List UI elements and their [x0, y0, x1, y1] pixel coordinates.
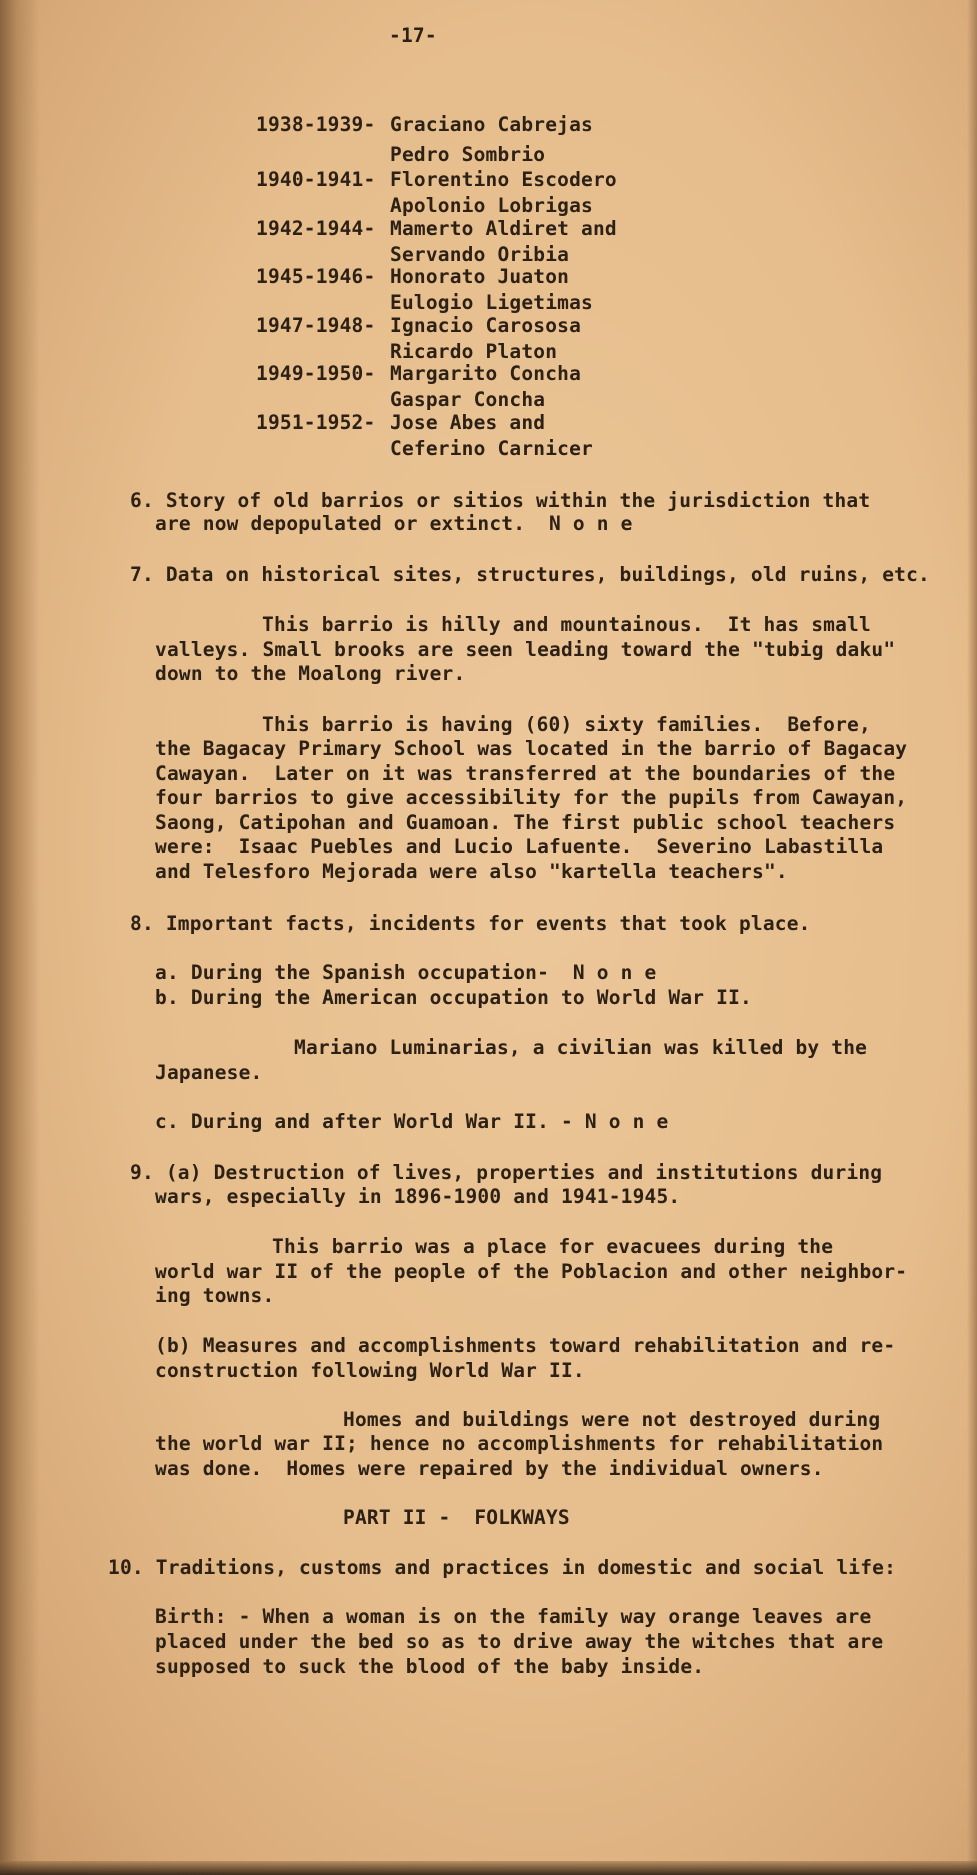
item-6-heading: are now depopulated or extinct. N o n e [155, 512, 633, 535]
official-name: Ignacio Carososa [390, 314, 582, 337]
officials-years: 1951-1952- [256, 411, 376, 434]
official-name: Ceferino Carnicer [390, 437, 593, 460]
paragraph-line: This barrio is hilly and mountainous. It has small [262, 613, 871, 636]
paragraph-line: Birth: - When a woman is on the family way orange leaves are [155, 1605, 872, 1628]
page-number: -17- [389, 24, 437, 47]
paragraph-line: Saong, Catipohan and Guamoan. The first public school teachers [155, 811, 896, 834]
paragraph-line: placed under the bed so as to drive away the witches that are [155, 1630, 884, 1653]
paragraph-line: world war II of the people of the Poblacion and other neighbor- [155, 1260, 908, 1283]
paragraph-line: the world war II; hence no accomplishments for rehabilitation [155, 1432, 884, 1455]
item-9-heading: 9. (a) Destruction of lives, properties and institutions during [130, 1161, 883, 1184]
page-right-edge [967, 0, 977, 1875]
item-6-heading: 6. Story of old barrios or sitios within the jurisdiction that [130, 489, 871, 512]
officials-years: 1938-1939- [256, 113, 376, 136]
paragraph-line: was done. Homes were repaired by the individual owners. [155, 1457, 824, 1480]
sub-item: c. During and after World War II. - N o n e [155, 1110, 669, 1133]
official-name: Graciano Cabrejas [390, 113, 593, 136]
page-bottom-edge [0, 1861, 977, 1875]
paragraph-line: the Bagacay Primary School was located in the barrio of Bagacay [155, 737, 908, 760]
paragraph-line: This barrio is having (60) sixty families. Before, [262, 713, 871, 736]
official-name: Apolonio Lobrigas [390, 194, 593, 217]
item-8-heading: 8. Important facts, incidents for events that took place. [130, 912, 811, 935]
paragraph-line: four barrios to give accessibility for the pupils from Cawayan, [155, 786, 908, 809]
officials-years: 1947-1948- [256, 314, 376, 337]
official-name: Pedro Sombrio [390, 143, 546, 166]
paragraph-line: Japanese. [155, 1061, 263, 1084]
sub-item: b. During the American occupation to World War II. [155, 986, 752, 1009]
official-name: Servando Oribia [390, 243, 570, 266]
section-heading: PART II - FOLKWAYS [343, 1506, 570, 1529]
officials-years: 1949-1950- [256, 362, 376, 385]
official-name: Margarito Concha [390, 362, 582, 385]
paragraph-line: Homes and buildings were not destroyed during [343, 1408, 881, 1431]
official-name: Gaspar Concha [390, 388, 546, 411]
sub-item: construction following World War II. [155, 1359, 585, 1382]
paragraph-line: were: Isaac Puebles and Lucio Lafuente. Severino Labastilla [155, 835, 884, 858]
official-name: Ricardo Platon [390, 340, 558, 363]
official-name: Honorato Juaton [390, 265, 570, 288]
paragraph-line: supposed to suck the blood of the baby inside. [155, 1655, 705, 1678]
paragraph-line: and Telesforo Mejorada were also "kartella teachers". [155, 860, 788, 883]
officials-years: 1940-1941- [256, 168, 376, 191]
official-name: Florentino Escodero [390, 168, 617, 191]
officials-years: 1945-1946- [256, 265, 376, 288]
official-name: Mamerto Aldiret and [390, 217, 617, 240]
paragraph-line: valleys. Small brooks are seen leading toward the "tubig daku" [155, 638, 896, 661]
sub-item: (b) Measures and accomplishments toward rehabilitation and re- [155, 1334, 896, 1357]
official-name: Eulogio Ligetimas [390, 291, 593, 314]
paragraph-line: Mariano Luminarias, a civilian was killed by the [294, 1036, 868, 1059]
sub-item: a. During the Spanish occupation- N o n e [155, 961, 657, 984]
paragraph-line: ing towns. [155, 1284, 275, 1307]
book-spine-shadow [0, 0, 40, 1875]
official-name: Jose Abes and [390, 411, 546, 434]
item-7-heading: 7. Data on historical sites, structures, buildings, old ruins, etc. [130, 563, 930, 586]
paragraph-line: down to the Moalong river. [155, 662, 466, 685]
paragraph-line: Cawayan. Later on it was transferred at the boundaries of the [155, 762, 896, 785]
paragraph-line: This barrio was a place for evacuees during the [272, 1235, 834, 1258]
item-9-heading: wars, especially in 1896-1900 and 1941-1945. [155, 1185, 681, 1208]
officials-years: 1942-1944- [256, 217, 376, 240]
item-10-heading: 10. Traditions, customs and practices in domestic and social life: [108, 1556, 897, 1579]
